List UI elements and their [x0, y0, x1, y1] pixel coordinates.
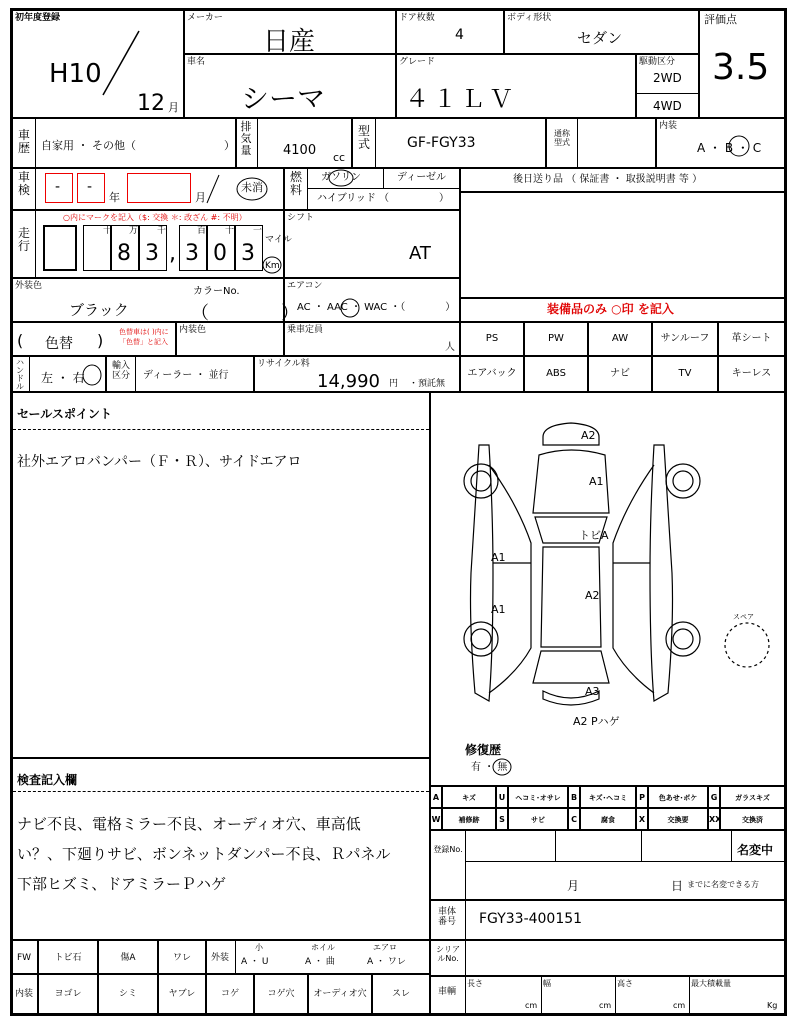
exterior-part-text: 外装 — [211, 953, 230, 963]
registration-label: 登録No. — [433, 845, 463, 854]
height-label: 高さ — [617, 979, 633, 988]
legend-cell — [708, 808, 720, 830]
recycle-value: 14,990 — [317, 371, 380, 392]
fuel-cell — [284, 168, 460, 210]
doors-value: 4 — [455, 27, 464, 43]
legend-cell — [508, 808, 568, 830]
fuel-diesel: ディーゼル — [397, 172, 446, 183]
equipment-title: 装備品のみ ○印 を記入 — [547, 302, 674, 316]
legend-cell — [568, 808, 580, 830]
exterior-part-text: A ・ U — [241, 957, 269, 967]
fuel-label: 燃料 — [289, 170, 302, 197]
mileage-digit-4: 0 — [213, 241, 227, 266]
drive-4wd: 4WD — [653, 99, 682, 113]
legend-item: 交換済 — [742, 816, 763, 824]
sales-point-section — [12, 392, 430, 758]
vin-value: FGY33-400151 — [479, 911, 583, 927]
equipment-item: サンルーフ — [660, 333, 710, 344]
equipment-item: PS — [485, 333, 499, 344]
legend-cell — [720, 786, 785, 808]
inspection-cell — [12, 168, 284, 210]
grade-cell — [396, 54, 636, 118]
exterior-part-text: ホイル — [311, 943, 335, 952]
legend-item: P — [639, 793, 645, 802]
color-change-note: 色替車は( )内に「色替」と記入 — [119, 328, 169, 346]
import-label: 輸入区分 — [111, 361, 130, 381]
legend-item: ガラスキズ — [735, 794, 770, 802]
legend-cell — [442, 786, 496, 808]
maker-label: メーカー — [187, 13, 223, 23]
interior-item-cell — [372, 974, 430, 1014]
left-side-body — [471, 445, 494, 701]
model-type-value: GF-FGY33 — [407, 135, 476, 151]
legend-cell — [580, 808, 636, 830]
unpaid-circle — [235, 175, 269, 203]
interior-color-label: 内装色 — [179, 325, 207, 335]
legend-item: XX — [709, 815, 722, 824]
fw-item-cell — [98, 940, 158, 974]
unit-hyaku: 百 — [197, 226, 207, 236]
capacity-label: 乗車定員 — [287, 325, 324, 335]
width-label: 幅 — [543, 979, 551, 988]
max-load-label: 最大積載量 — [691, 979, 731, 988]
insp-dash-1: - — [55, 179, 61, 195]
vin-section — [430, 900, 785, 940]
legend-cell — [496, 808, 508, 830]
drive-label: 駆動区分 — [639, 57, 676, 67]
history-value: 自家用 ・ その他（ ） — [41, 139, 235, 152]
exterior-part-text: 小 — [255, 943, 263, 952]
displacement-value: 4100 — [283, 143, 317, 158]
aircon-label: エアコン — [287, 281, 323, 291]
exterior-part-text: A ・ ワレ — [367, 957, 406, 967]
interior-label: 内装 — [659, 121, 678, 131]
length-label: 長さ — [467, 979, 483, 988]
aircon-value: AC ・ AAC ・ WAC ・（ ） — [297, 302, 456, 313]
legend-item: B — [570, 793, 578, 802]
body-type-value: セダン — [577, 29, 623, 47]
vin-label: 車体番号 — [437, 907, 456, 927]
maker-cell — [184, 10, 396, 57]
model-type-label: 型式 — [357, 124, 370, 151]
history-cell — [12, 118, 236, 168]
reg-month-unit: 月 — [168, 101, 179, 114]
equipment-cell — [652, 322, 718, 356]
recycle-cell — [254, 356, 460, 392]
registration-section — [430, 830, 785, 900]
unit-juu-2: 十 — [225, 226, 235, 236]
common-type-label: 通称型式 — [554, 129, 570, 147]
mileage-mark-note: ○内にマークを記入（$: 交換 ＊: 改ざん #: 不明） — [63, 213, 247, 222]
car-name-value: シーマ — [241, 82, 326, 115]
dimension-section — [430, 976, 785, 1014]
spare-tire — [725, 623, 769, 667]
legend-item: X — [638, 815, 646, 824]
interior-item-cell — [98, 974, 158, 1014]
serial-section — [430, 940, 785, 976]
fw-item: ワレ — [172, 953, 191, 963]
legend-item: 補修跡 — [458, 816, 480, 824]
mark-hood: A1 — [589, 475, 604, 488]
first-registration-cell — [12, 10, 184, 118]
inspection-label: 車検 — [17, 170, 30, 197]
interior-item: シミ — [118, 989, 137, 999]
interior-item-cell — [158, 974, 206, 1014]
legend-item: U — [498, 793, 506, 802]
car-name-label: 車名 — [187, 57, 206, 67]
damage-diagram-section — [430, 392, 785, 786]
unit-juu-1: 十 — [103, 226, 113, 236]
length-unit: cm — [525, 1001, 538, 1010]
inspection-line-1: ナビ不良、電格ミラー不良、オーディオ穴、車高低 — [17, 815, 361, 833]
left-front-wheel — [464, 464, 498, 498]
mark-roof: A2 — [585, 589, 600, 602]
legend-cell — [708, 786, 720, 808]
handle-label: ハンドル — [16, 358, 24, 391]
legend-cell — [580, 786, 636, 808]
shift-label: シフト — [287, 213, 315, 223]
aircon-cell — [284, 278, 460, 322]
naisou-label-cell — [12, 974, 38, 1014]
equipment-item: PW — [548, 333, 564, 344]
name-change-pending: 名変中 — [737, 843, 774, 857]
recycle-deposit: ・預託無 — [409, 379, 446, 389]
equipment-item: ナビ — [610, 368, 630, 379]
equipment-title-cell — [460, 298, 785, 322]
import-value: ディーラー ・ 並行 — [143, 370, 229, 381]
interior-color-cell — [176, 322, 284, 356]
mileage-label: 走行 — [17, 226, 30, 253]
repair-history-label: 修復歴 — [465, 743, 502, 757]
equipment-item: TV — [678, 368, 692, 379]
later-items-label: 後日送り品 （ 保証書 ・ 取扱説明書 等 ） — [513, 174, 703, 185]
interior-grade-cell — [656, 118, 785, 168]
right-side-outline — [613, 465, 654, 693]
legend-cell — [720, 808, 785, 830]
drive-cell — [636, 54, 699, 118]
legend-item: W — [431, 815, 441, 824]
equipment-cell — [460, 322, 524, 356]
inspection-line-3: 下部ヒズミ、ドアミラーＰハゲ — [17, 875, 226, 893]
shift-cell — [284, 210, 460, 278]
interior-item: スレ — [391, 989, 410, 999]
fuel-hybrid: ハイブリッド — [317, 193, 376, 204]
legend-item: ヘコミ･オサレ — [515, 794, 561, 802]
fw-item-cell — [38, 940, 98, 974]
score-label: 評価点 — [704, 13, 737, 26]
legend-item: キズ･ヘコミ — [588, 794, 628, 802]
legend-item: 色あせ･ボケ — [658, 794, 698, 802]
interior-b-circle — [727, 134, 751, 158]
doors-cell — [396, 10, 504, 54]
load-unit: Kg — [767, 1001, 778, 1010]
legend-item: 交換要 — [667, 816, 689, 824]
fuel-gasoline: ガソリン — [321, 172, 361, 183]
deadline-month: 月 — [567, 879, 580, 893]
equipment-item: キーレス — [731, 368, 772, 379]
equipment-cell — [460, 356, 524, 392]
score-value: 3.5 — [712, 47, 770, 88]
color-no-value: （ ） — [191, 303, 299, 324]
equipment-cell — [524, 356, 588, 392]
mileage-cell — [12, 210, 292, 278]
grade-value: ４１ＬＶ — [405, 85, 517, 113]
mileage-digit-1: 8 — [117, 241, 131, 266]
recycle-label: リサイクル料 — [257, 359, 310, 369]
fw-label: FW — [17, 953, 32, 963]
legend-cell — [496, 786, 508, 808]
mark-trunk: A3 — [585, 685, 600, 698]
right-front-wheel — [666, 464, 700, 498]
interior-item: ヨゴレ — [54, 989, 82, 999]
fw-item: 傷A — [120, 953, 136, 963]
inspection-notes-label: 検査記入欄 — [17, 773, 78, 787]
cc-unit: cc — [333, 151, 346, 164]
equipment-item: ABS — [546, 368, 566, 379]
mark-windshield: トビA — [579, 529, 609, 542]
later-items-body — [460, 192, 785, 298]
mark-left-rear-door: A1 — [491, 603, 506, 616]
deadline-note: までに名変できる方 — [687, 880, 759, 889]
model-type-cell — [352, 118, 546, 168]
legend-item: キズ — [462, 794, 476, 802]
doors-label: ドア枚数 — [399, 13, 435, 23]
capacity-unit: 人 — [445, 342, 455, 353]
inspection-notes-section — [12, 758, 430, 940]
mark-front-bumper: A2 — [581, 429, 596, 442]
handle-cell — [12, 356, 106, 392]
legend-cell — [430, 808, 442, 830]
fw-item-cell — [158, 940, 206, 974]
legend-cell — [648, 808, 708, 830]
date-slash — [101, 29, 141, 97]
width-unit: cm — [599, 1001, 612, 1010]
fw-item: トビ石 — [54, 953, 82, 963]
fuel-other: （ ） — [379, 193, 449, 204]
legend-cell — [442, 808, 496, 830]
car-name-cell — [184, 54, 396, 118]
km-unit: Km — [265, 261, 280, 271]
unit-sen: 千 — [157, 226, 167, 236]
sales-point-text: 社外エアロバンパー（Ｆ・Ｒ）、サイドエアロ — [17, 454, 302, 470]
legend-cell — [430, 786, 442, 808]
equipment-cell — [718, 322, 785, 356]
capacity-cell — [284, 322, 460, 356]
mile-unit: マイル — [265, 235, 292, 245]
unit-ichi: 一 — [253, 226, 263, 236]
equipment-cell — [652, 356, 718, 392]
naisou-label: 内装 — [15, 989, 34, 999]
mileage-digit-3: 3 — [185, 241, 199, 266]
interior-item: コゲ — [220, 989, 239, 999]
equipment-item: AW — [611, 333, 629, 344]
exterior-color-value: ブラック — [69, 301, 129, 319]
car-damage-diagram — [431, 393, 784, 785]
exterior-part-text: A ・ 曲 — [305, 957, 335, 967]
equipment-cell — [718, 356, 785, 392]
score-cell — [699, 10, 785, 118]
interior-item: オーディオ穴 — [313, 989, 367, 999]
fw-label-cell — [12, 940, 38, 974]
mark-left-front-door: A1 — [491, 551, 506, 564]
legend-cell — [508, 786, 568, 808]
serial-label: シリアルNo. — [436, 945, 460, 963]
legend-cell — [568, 786, 580, 808]
reg-month: 12 — [137, 91, 165, 116]
exterior-color-cell — [12, 278, 299, 324]
left-rear-wheel — [464, 622, 498, 656]
legend-item: サビ — [531, 816, 545, 824]
color-change-cell: ( 色替 ) 色替車は( )内に「色替」と記入 — [12, 322, 176, 356]
interior-item-cell — [206, 974, 254, 1014]
trunk — [533, 651, 609, 683]
common-type-cell — [546, 118, 656, 168]
mileage-digit-5: 3 — [241, 241, 255, 266]
inspection-line-2: い？、下廻りサビ、ボンネットダンパー不良、Ｒパネル — [17, 845, 391, 863]
equipment-cell — [588, 322, 652, 356]
dimension-label: 車輌 — [437, 987, 456, 997]
legend-item: A — [432, 793, 440, 802]
later-items-header — [460, 168, 785, 192]
legend-item: C — [571, 815, 577, 824]
maker-value: 日産 — [263, 27, 316, 57]
color-change-label: 色替 — [45, 336, 73, 352]
mark-rear: A2 Pハゲ — [573, 715, 620, 728]
legend-item: S — [499, 815, 505, 824]
insp-month-unit: 月 — [195, 191, 206, 204]
interior-item: コゲ穴 — [267, 989, 295, 999]
color-no-label: カラーNo. — [193, 286, 240, 297]
displacement-cell — [236, 118, 352, 168]
equipment-cell — [524, 322, 588, 356]
legend-cell — [636, 808, 648, 830]
legend-cell — [636, 786, 648, 808]
insp-unpaid: 未消 — [241, 181, 263, 194]
displacement-label: 排気量 — [240, 120, 252, 157]
equipment-item: 革シート — [731, 333, 772, 344]
equipment-item: エアバック — [467, 368, 517, 379]
mileage-comma: , — [169, 241, 176, 266]
height-unit: cm — [673, 1001, 686, 1010]
deadline-day: 日 — [671, 879, 684, 893]
grade-label: グレード — [399, 57, 436, 67]
sales-point-label: セールスポイント — [17, 407, 112, 421]
history-label: 車歴 — [17, 128, 30, 155]
spare-label: スペア — [733, 613, 754, 621]
mileage-digit-2: 3 — [145, 241, 159, 266]
exterior-part-text: エアロ — [373, 943, 397, 952]
left-side-outline — [489, 465, 531, 693]
legend-cell — [648, 786, 708, 808]
drive-2wd: 2WD — [653, 71, 682, 85]
legend-item: 腐食 — [601, 816, 615, 824]
exterior-parts-cell — [206, 940, 430, 974]
insp-dash-2: - — [87, 179, 93, 195]
first-reg-label: 初年度登録 — [15, 13, 61, 23]
import-cell — [106, 356, 254, 392]
body-type-cell — [504, 10, 699, 54]
interior-item-cell — [38, 974, 98, 1014]
repair-history-value: 有 ・ 無 — [471, 762, 508, 773]
interior-grade-value: A ・ B ・ C — [697, 141, 762, 155]
auction-sheet — [10, 8, 787, 1016]
exterior-color-label: 外装色 — [15, 281, 43, 291]
legend-item: G — [710, 793, 718, 802]
unit-man: 万 — [129, 226, 139, 236]
body-type-label: ボディ形状 — [507, 13, 552, 23]
right-side-body — [650, 445, 673, 701]
handle-value: 左 ・ 右 — [41, 371, 85, 385]
interior-item-cell — [308, 974, 372, 1014]
equipment-cell — [588, 356, 652, 392]
interior-item: ヤブレ — [168, 989, 196, 999]
reg-year: H10 — [49, 59, 102, 89]
shift-value: AT — [409, 243, 431, 264]
recycle-yen: 円 — [389, 379, 399, 389]
interior-item-cell — [254, 974, 308, 1014]
insp-year-unit: 年 — [109, 191, 120, 204]
